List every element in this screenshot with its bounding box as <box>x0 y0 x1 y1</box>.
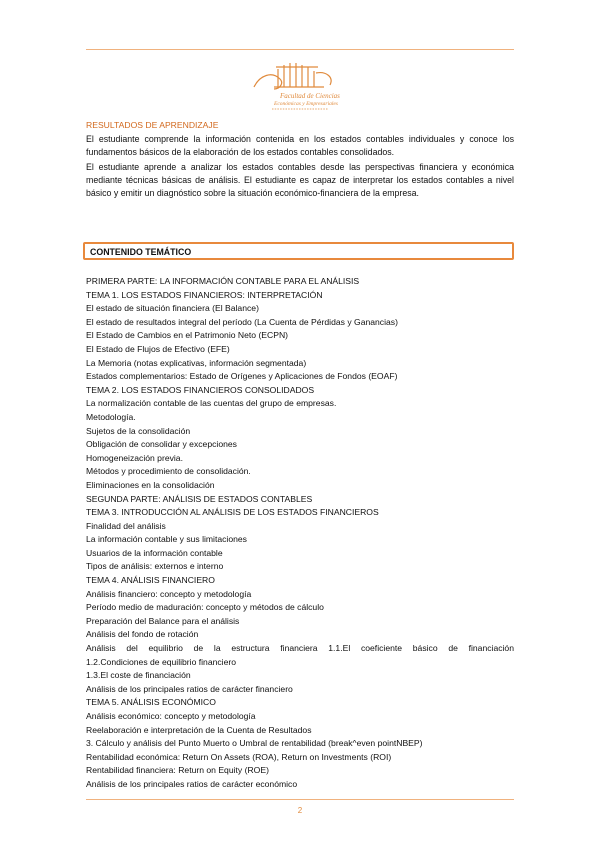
content-item: Análisis del equilibrio de la estructura financiera 1.1.El coeficiente básico de financiación <box>86 643 514 654</box>
faculty-logo <box>250 57 340 115</box>
content-section-header <box>83 242 514 260</box>
content-item: TEMA 3. INTRODUCCIÓN AL ANÁLISIS DE LOS ESTADOS FINANCIEROS <box>86 507 379 518</box>
content-item: Sujetos de la consolidación <box>86 425 191 436</box>
content-item: 1.3.El coste de financiación <box>86 670 191 681</box>
content-item: Estados complementarios: Estado de Orígenes y Aplicaciones de Fondos (EOAF) <box>86 371 398 382</box>
content-item: Análisis del fondo de rotación <box>86 629 199 640</box>
content-item: Preparación del Balance para el análisis <box>86 615 240 626</box>
section-title: CONTENIDO TEMÁTICO <box>90 247 192 257</box>
content-item: 3. Cálculo y análisis del Punto Muerto o Umbral de rentabilidad (break^even pointNBEP) <box>86 738 423 749</box>
content-item: SEGUNDA PARTE: ANÁLISIS DE ESTADOS CONTABLES <box>86 493 313 504</box>
content-item: TEMA 5. ANÁLISIS ECONÓMICO <box>86 697 216 708</box>
content-item: El estado de resultados integral del período (La Cuenta de Pérdidas y Ganancias) <box>86 316 398 327</box>
content-item: Obligación de consolidar y excepciones <box>86 439 237 450</box>
content-item: Rentabilidad económica: Return On Assets (ROA), Return on Investments (ROI) <box>86 751 392 762</box>
content-item: La información contable y sus limitaciones <box>86 534 247 545</box>
content-item: Análisis de los principales ratios de carácter financiero <box>86 683 293 694</box>
content-item: Período medio de maduración: concepto y métodos de cálculo <box>86 602 324 613</box>
content-item: El Estado de Flujos de Efectivo (EFE) <box>86 343 230 354</box>
results-paragraph-1: El estudiante comprende la información contenida en los estados contables individuales y conoce los fundamentos básicos de la elaboración de los estados contables consolidados. <box>86 134 514 157</box>
footer-rule <box>86 799 514 800</box>
page-number: 2 <box>297 806 303 815</box>
content-item: Metodología. <box>86 411 136 422</box>
content-item: 1.2.Condiciones de equilibrio financiero <box>86 656 237 667</box>
results-heading: RESULTADOS DE APRENDIZAJE <box>86 120 219 130</box>
results-paragraph-2: El estudiante aprende a analizar los estados contables desde las perspectivas financiera y económica mediante técnicas básicas de análisis. El estudiante es capaz de interpretar los estados contables a nivel básico y emitir un diagnóstico sobre la situación económico-financiera de la empresa. <box>86 162 514 198</box>
content-item: Rentabilidad financiera: Return on Equity (ROE) <box>86 765 269 776</box>
content-item: La normalización contable de las cuentas del grupo de empresas. <box>86 398 337 409</box>
content-item: La Memoria (notas explicativas, información segmentada) <box>86 357 307 368</box>
content-item: Eliminaciones en la consolidación <box>86 479 215 490</box>
content-item: Métodos y procedimiento de consolidación. <box>86 466 251 477</box>
content-item: TEMA 2. LOS ESTADOS FINANCIEROS CONSOLIDADOS <box>86 384 315 395</box>
content-item: El Estado de Cambios en el Patrimonio Neto (ECPN) <box>86 330 289 341</box>
logo-text-line1: Facultad de Ciencias <box>280 92 340 100</box>
content-item: TEMA 4. ANÁLISIS FINANCIERO <box>86 575 215 586</box>
content-item: TEMA 1. LOS ESTADOS FINANCIEROS: INTERPRETACIÓN <box>86 289 323 300</box>
content-item: Análisis de los principales ratios de carácter económico <box>86 778 298 789</box>
content-item: Homogeneización previa. <box>86 452 183 463</box>
content-item: Reelaboración e interpretación de la Cuenta de Resultados <box>86 724 312 735</box>
content-item: El estado de situación financiera (El Balance) <box>86 303 259 314</box>
header-rule <box>86 49 514 50</box>
content-item: Finalidad del análisis <box>86 520 166 531</box>
content-item: Tipos de análisis: externos e interno <box>86 561 224 572</box>
content-item: Análisis económico: concepto y metodología <box>86 711 256 721</box>
content-list <box>86 275 514 792</box>
content-item: PRIMERA PARTE: LA INFORMACIÓN CONTABLE PARA EL ANÁLISIS <box>86 276 360 286</box>
content-item: Usuarios de la información contable <box>86 547 223 558</box>
content-item: Análisis financiero: concepto y metodología <box>86 588 252 599</box>
logo-text-line2: Económicas y Empresariales <box>274 101 338 107</box>
